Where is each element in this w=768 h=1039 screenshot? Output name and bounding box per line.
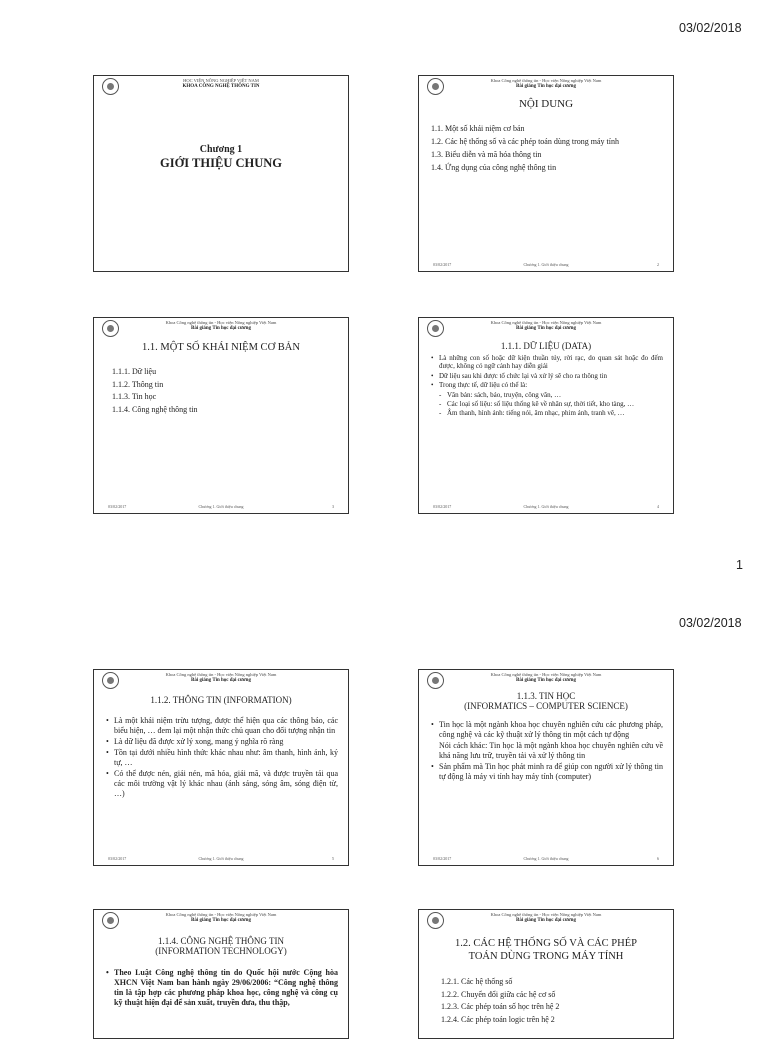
- list-item: 1.2.4. Các phép toán logic trên hệ 2: [441, 1014, 555, 1024]
- slide-header: [94, 910, 348, 930]
- sub-bullet-item: - Âm thanh, hình ảnh: tiếng nói, âm nhạc, phim ảnh, tranh vẽ, …: [431, 409, 663, 417]
- header-line-2: Bài giảng Tin học đại cương: [191, 678, 251, 683]
- slide-header: [419, 910, 673, 930]
- slide-number: 5: [332, 856, 334, 861]
- chapter-title: GIỚI THIỆU CHUNG: [159, 156, 282, 170]
- bullet-item: • Là dữ liệu đã được xử lý xong, mang ý nghĩa rõ ràng: [106, 737, 338, 747]
- list-item: 1.3. Biểu diễn và mã hóa thông tin: [431, 150, 542, 159]
- slide-4: [418, 317, 674, 514]
- slide-title: 1.1.3. TIN HỌC: [516, 691, 576, 701]
- slide-footer: [94, 856, 348, 862]
- page-date: 03/02/2018: [679, 21, 742, 35]
- slide-number: 4: [657, 504, 659, 509]
- slide-3: [93, 317, 349, 514]
- list-item: 1.1.4. Công nghệ thông tin: [112, 404, 198, 414]
- slide-number: 6: [657, 856, 659, 861]
- list-item: 1.1.1. Dữ liệu: [112, 367, 157, 376]
- bullet-item: • Là một khái niệm trừu tượng, được thể hiện qua các thông báo, các biểu hiện, … đem lại một nhận thức chủ quan cho đối tượng nhận tin: [106, 716, 338, 736]
- bullet-item: • Sản phẩm mà Tin học phát minh ra để giúp con người xử lý thông tin tự động là máy vi tính hay máy tính (computer): [431, 762, 663, 782]
- list-item: 1.2.3. Các phép toán số học trên hệ 2: [441, 1002, 560, 1011]
- bullet-item: • Tồn tại dưới nhiều hình thức khác nhau như: âm thanh, hình ảnh, ký tự, …: [106, 748, 338, 768]
- list-item: 1.1.2. Thông tin: [112, 379, 164, 389]
- slide-header: [94, 76, 348, 96]
- sub-bullet-item: - Văn bản: sách, báo, truyện, công văn, …: [431, 391, 663, 399]
- bullet-item: • Tin học là một ngành khoa học chuyên nghiên cứu các phương pháp, công nghệ và các kỹ thuật xử lý thông tin một cách tự động: [431, 720, 663, 740]
- slide-subtitle: TOÁN DÙNG TRONG MÁY TÍNH: [468, 951, 624, 962]
- slide-8: [418, 909, 674, 1039]
- footer-date: 03/02/2017: [108, 504, 127, 509]
- list-item: 1.2. Các hệ thống số và các phép toán dùng trong máy tính: [431, 137, 619, 146]
- header-line-2: Bài giảng Tin học đại cương: [191, 326, 251, 331]
- list-item: 1.2.1. Các hệ thống số: [441, 977, 513, 986]
- slide-title: 1.1. MỘT SỐ KHÁI NIỆM CƠ BẢN: [142, 342, 300, 353]
- header-line-2: Bài giảng Tin học đại cương: [516, 326, 576, 331]
- slide-title: 1.2. CÁC HỆ THỐNG SỐ VÀ CÁC PHÉP: [455, 938, 637, 949]
- footer-chapter: Chương 1. Giới thiệu chung: [198, 504, 244, 509]
- header-line-1: Khoa Công nghệ thông tin - Học viện Nông nghiệp Việt Nam: [165, 320, 277, 325]
- content-list: [431, 122, 665, 174]
- slide-header: [94, 318, 348, 338]
- slide-header: [419, 670, 673, 690]
- header-line-2: Bài giảng Tin học đại cương: [516, 678, 576, 683]
- list-item: 1.2.2. Chuyển đổi giữa các hệ cơ số: [441, 989, 556, 999]
- bullet-item: • Theo Luật Công nghệ thông tin do Quốc hội nước Cộng hòa XHCN Việt Nam ban hành ngày 29/06/2006: “Công nghệ thông tin là tập hợp các phương pháp khoa học, công nghệ và công cụ kỹ thuật hiện đại để sản xuất, truyền đưa, thu thập,: [106, 968, 338, 1008]
- slide-title: NỘI DUNG: [518, 98, 574, 110]
- slide-subtitle: (INFORMATICS – COMPUTER SCIENCE): [464, 701, 628, 711]
- header-university: HỌC VIỆN NÔNG NGHIỆP VIỆT NAM: [183, 78, 259, 83]
- content-bullets: [431, 720, 663, 783]
- bullet-item: • Có thể được nén, giải nén, mã hóa, giải mã, và được truyền tải qua các môi trường vật lý khác nhau (ánh sáng, sóng âm, sóng điện từ, …): [106, 769, 338, 799]
- footer-chapter: Chương 1. Giới thiệu chung: [523, 856, 569, 861]
- header-line-2: Bài giảng Tin học đại cương: [516, 918, 576, 923]
- slide-7: [93, 909, 349, 1039]
- page-date: 03/02/2018: [679, 616, 742, 630]
- content-bullets: [431, 354, 663, 419]
- list-item: 1.1.3. Tin học: [112, 392, 157, 401]
- footer-date: 03/02/2017: [433, 856, 452, 861]
- slide-header: [94, 670, 348, 690]
- slide-2: [418, 75, 674, 272]
- header-line-1: Khoa Công nghệ thông tin - Học viện Nông nghiệp Việt Nam: [490, 912, 602, 917]
- slide-footer: [419, 504, 673, 510]
- bullet-item: • Dữ liệu sau khi được tổ chức lại và xử lý sẽ cho ra thông tin: [431, 372, 663, 380]
- header-line-2: Bài giảng Tin học đại cương: [191, 918, 251, 923]
- slide-header: [419, 318, 673, 338]
- slide-5: [93, 669, 349, 866]
- paragraph: Nói cách khác: Tin học là một ngành khoa học chuyên nghiên cứu về khả năng lưu trữ, truyền tải và xử lý thông tin: [439, 741, 663, 760]
- slide-subtitle: (INFORMATION TECHNOLOGY): [155, 946, 287, 956]
- slide-footer: [94, 504, 348, 510]
- slide-title: 1.1.2. THÔNG TIN (INFORMATION): [150, 695, 292, 705]
- slide-1: [93, 75, 349, 272]
- header-line-1: Khoa Công nghệ thông tin - Học viện Nông nghiệp Việt Nam: [490, 78, 602, 83]
- slide-number: 3: [332, 504, 334, 509]
- slide-6: [418, 669, 674, 866]
- header-line-1: Khoa Công nghệ thông tin - Học viện Nông nghiệp Việt Nam: [165, 672, 277, 677]
- chapter-label: Chương 1: [199, 144, 243, 155]
- footer-date: 03/02/2017: [433, 504, 452, 509]
- sub-bullet-item: - Các loại số liệu: số liệu thống kê về nhân sự, thời tiết, kho tàng, …: [431, 400, 663, 408]
- slide-title: 1.1.1. DỮ LIỆU (DATA): [500, 341, 592, 351]
- content-list: [441, 976, 665, 1026]
- header-line-2: Bài giảng Tin học đại cương: [516, 84, 576, 89]
- footer-chapter: Chương 1. Giới thiệu chung: [523, 504, 569, 509]
- header-line-1: Khoa Công nghệ thông tin - Học viện Nông nghiệp Việt Nam: [490, 320, 602, 325]
- bullet-item: • Là những con số hoặc dữ kiện thuần túy, rời rạc, do quan sát hoặc đo đếm được, không có ngữ cảnh hay diễn giải: [431, 354, 663, 371]
- slide-header: [419, 76, 673, 96]
- list-item: 1.4. Ứng dụng của công nghệ thông tin: [431, 163, 557, 172]
- bullet-item: • Trong thực tế, dữ liệu có thể là:: [431, 381, 663, 389]
- content-list: [112, 366, 340, 416]
- header-line-1: Khoa Công nghệ thông tin - Học viện Nông nghiệp Việt Nam: [165, 912, 277, 917]
- header-line-1: Khoa Công nghệ thông tin - Học viện Nông nghiệp Việt Nam: [490, 672, 602, 677]
- footer-date: 03/02/2017: [433, 262, 452, 267]
- slide-title: 1.1.4. CÔNG NGHỆ THÔNG TIN: [158, 936, 284, 946]
- content-bullets: [106, 716, 338, 800]
- header-faculty: KHOA CÔNG NGHỆ THÔNG TIN: [182, 84, 260, 89]
- page-number: 1: [736, 558, 743, 572]
- slide-footer: [419, 856, 673, 862]
- footer-chapter: Chương 1. Giới thiệu chung: [198, 856, 244, 861]
- footer-date: 03/02/2017: [108, 856, 127, 861]
- slide-number: 2: [657, 262, 659, 267]
- footer-chapter: Chương 1. Giới thiệu chung: [523, 262, 569, 267]
- list-item: 1.1. Một số khái niệm cơ bản: [431, 124, 525, 133]
- content-bullets: [106, 968, 338, 1009]
- slide-footer: [419, 262, 673, 268]
